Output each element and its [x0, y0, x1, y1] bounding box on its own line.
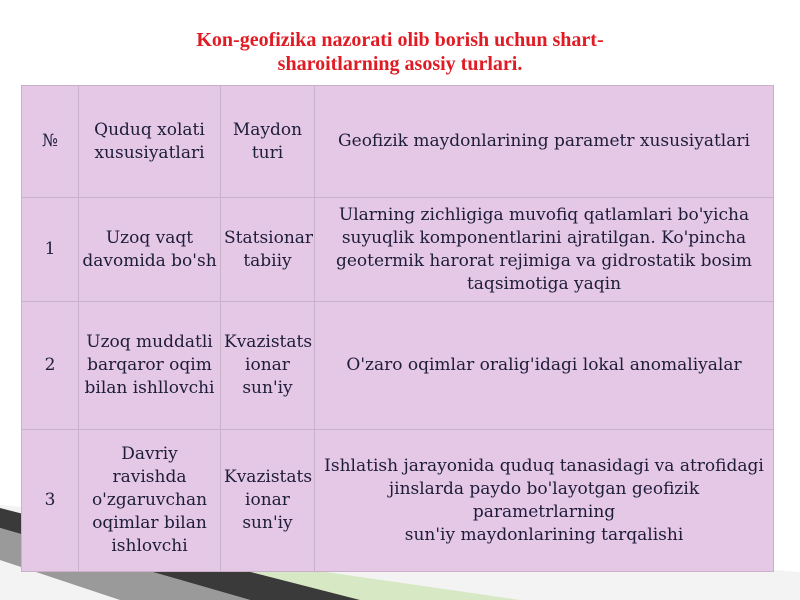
row-number-cell: 2 — [22, 302, 79, 430]
header-cell-number: № — [22, 86, 79, 198]
table-row — [22, 430, 774, 572]
header-cell-parameters: Geofizik maydonlarining parametr xususiyatlari — [315, 86, 774, 198]
conditions-table — [21, 85, 774, 572]
header-cell-well-state: Quduq xolati xususiyatlari — [79, 86, 221, 198]
parameters-cell: O'zaro oqimlar oralig'idagi lokal anomaliyalar — [315, 302, 774, 430]
slide-title — [0, 28, 800, 76]
parameters-cell: Ishlatish jarayonida quduq tanasidagi va atrofidagi jinslarda paydo bo'layotgan geofizik parametrlarning sun'iy maydonlarining tarqalishi — [315, 430, 774, 572]
row-number-cell: 3 — [22, 430, 79, 572]
header-cell-field-type: Maydon turi — [221, 86, 315, 198]
well-state-cell: Uzoq vaqt davomida bo'sh — [79, 198, 221, 302]
slide-title-line-2: sharoitlarning asosiy turlari. — [277, 53, 523, 75]
field-type-cell: Kvazistats ionar sun'iy — [221, 430, 315, 572]
well-state-cell: Davriy ravishda o'zgaruvchan oqimlar bilan ishlovchi — [79, 430, 221, 572]
parameters-cell: Ularning zichligiga muvofiq qatlamlari bo'yicha suyuqlik komponentlarini ajratilgan. Ko'pincha geotermik harorat rejimiga va gidrostatik bosim taqsimotiga yaqin — [315, 198, 774, 302]
table-row — [22, 198, 774, 302]
row-number-cell: 1 — [22, 198, 79, 302]
well-state-cell: Uzoq muddatli barqaror oqim bilan ishllovchi — [79, 302, 221, 430]
table-row — [22, 302, 774, 430]
field-type-cell: Statsionar tabiiy — [221, 198, 315, 302]
field-type-cell: Kvazistats ionar sun'iy — [221, 302, 315, 430]
table-header-row — [22, 86, 774, 198]
slide-title-line-1: Kon-geofizika nazorati olib borish uchun shart- — [196, 29, 604, 51]
